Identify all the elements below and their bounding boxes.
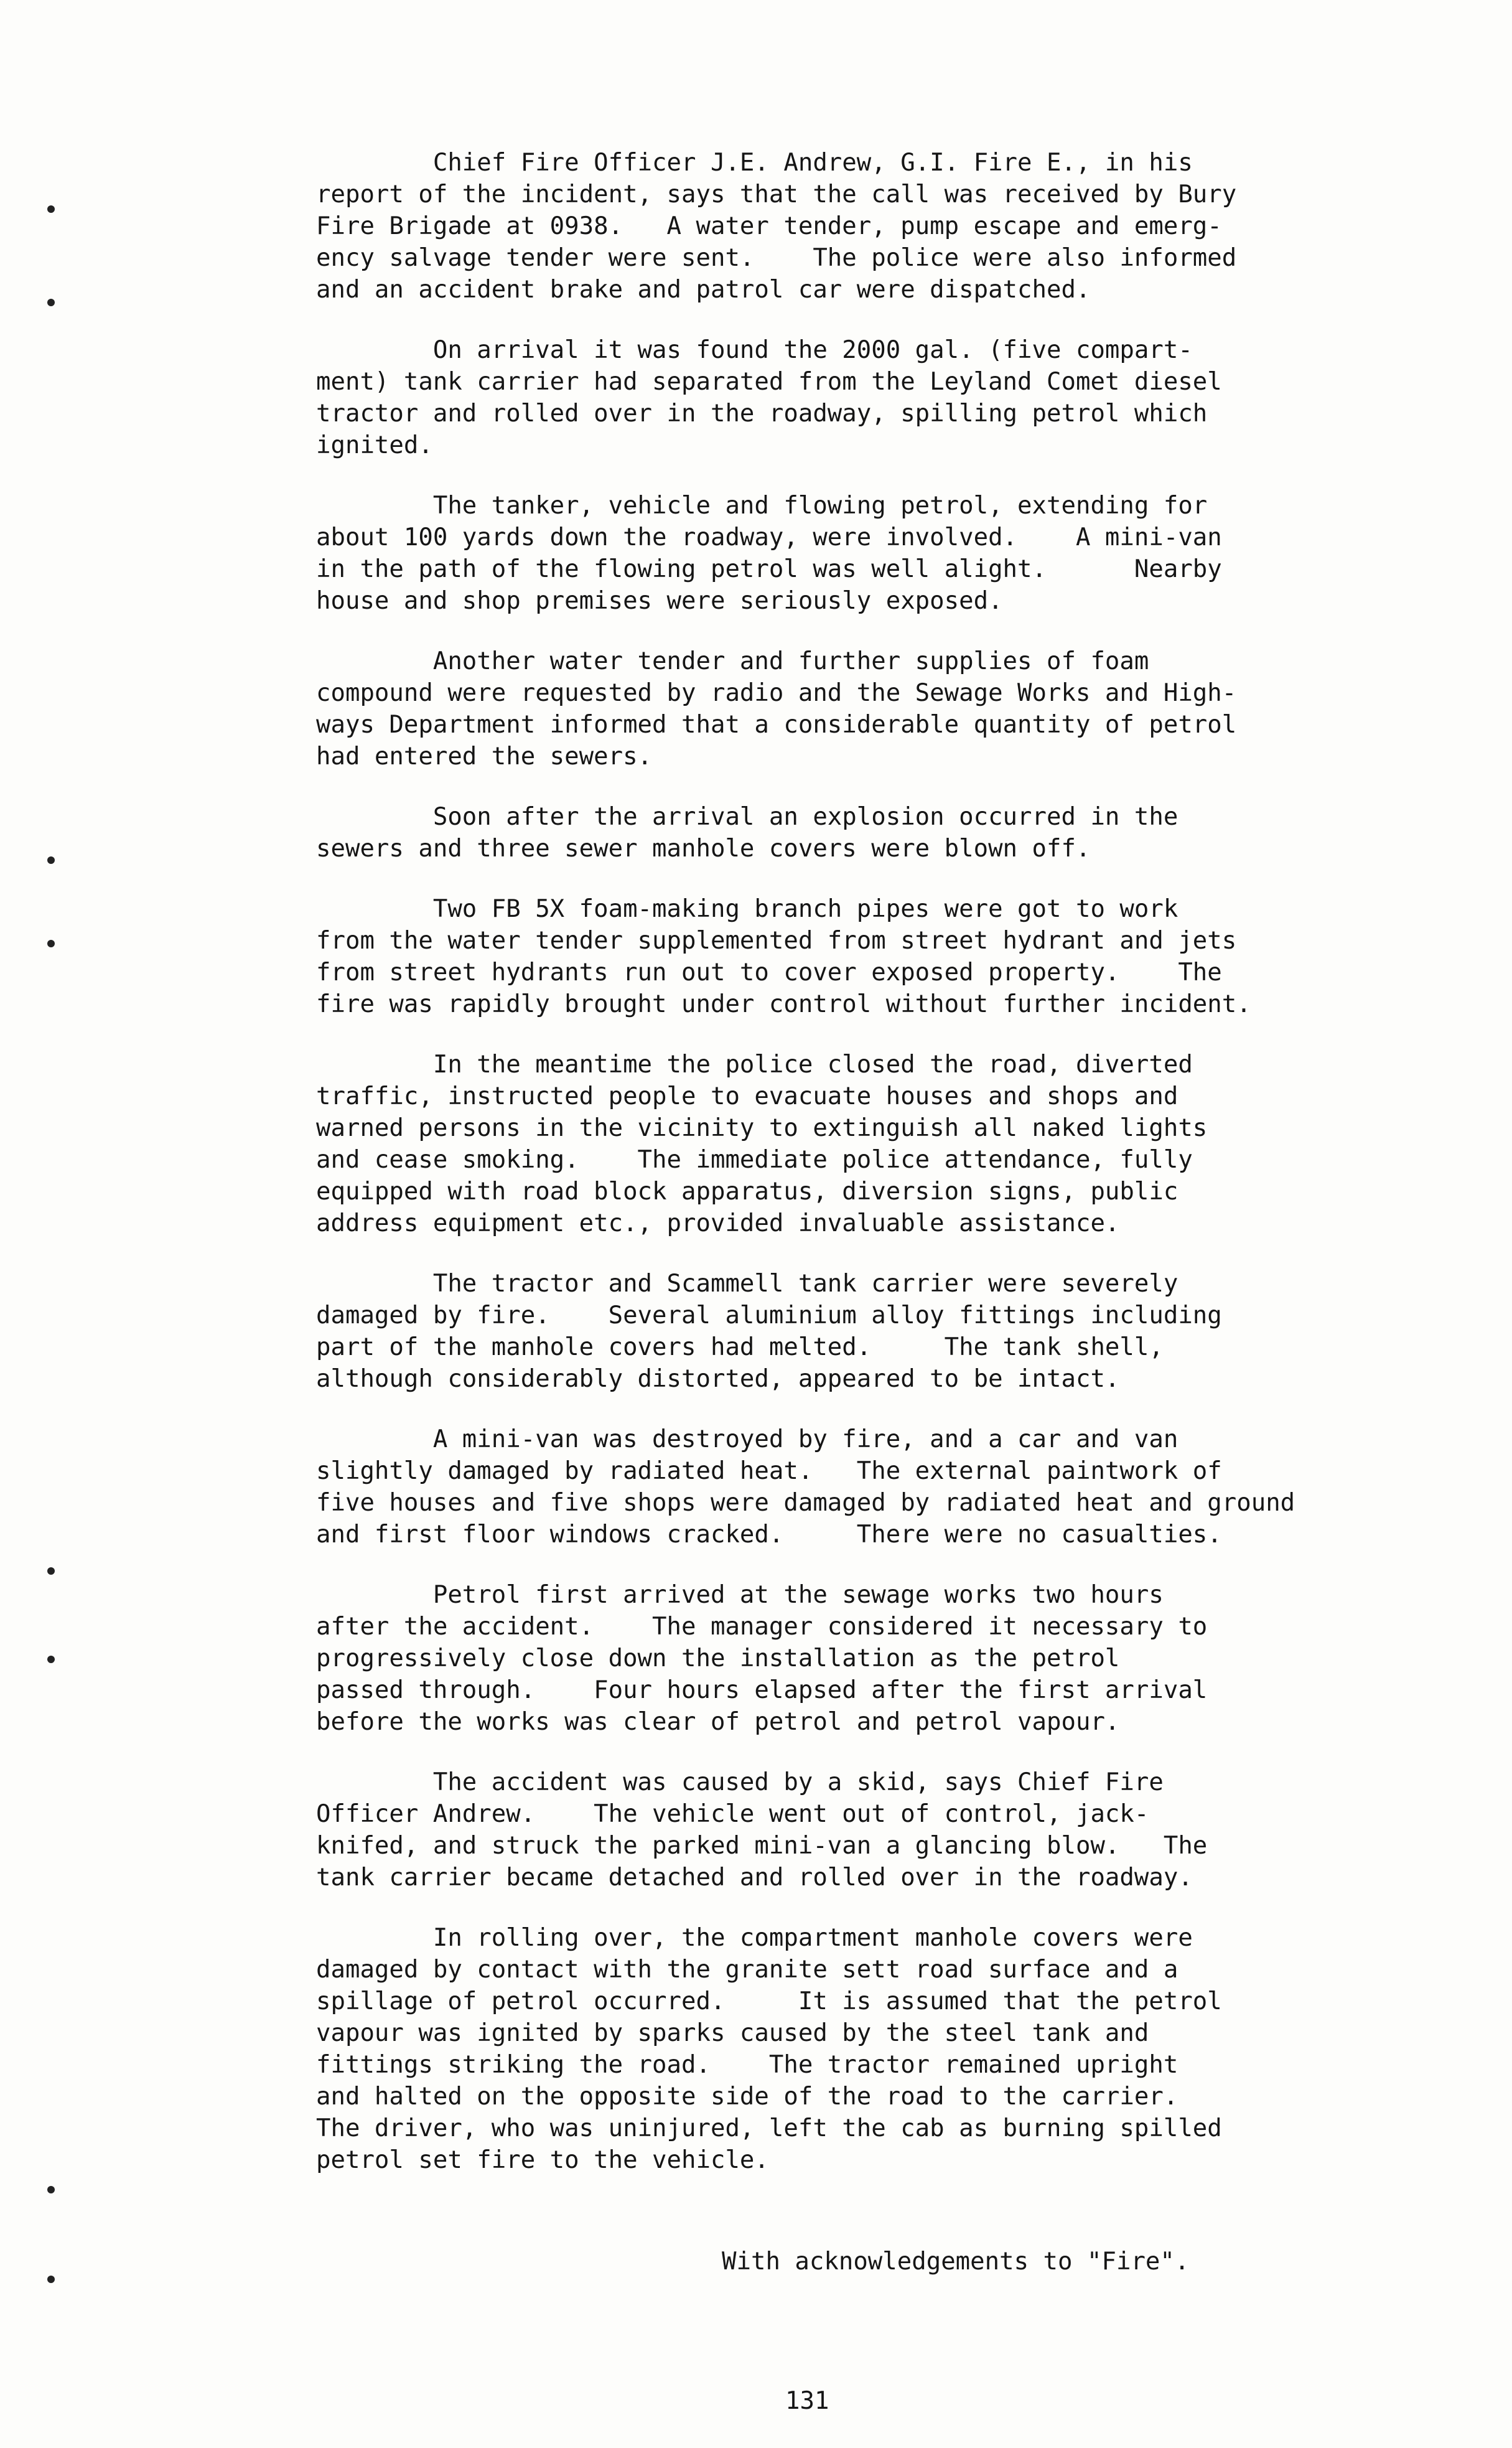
- binding-hole-mark: [47, 940, 55, 947]
- binding-hole-mark: [47, 205, 55, 213]
- paragraph-vehicle-damage: The tractor and Scammell tank carrier were severely damaged by fire. Several aluminium alloy fittings including part of the manhole covers had melted. The tank shell, although considerably distorted, appeared to be intact.: [316, 1270, 1222, 1393]
- paragraph-tanker-involved: The tanker, vehicle and flowing petrol, extending for about 100 yards down the roadway, were involved. A mini-van in the path of the flowing petrol was well alight. Nearby house and shop premises were seriously exposed.: [316, 492, 1222, 615]
- binding-hole-mark: [47, 1567, 55, 1575]
- binding-hole-mark: [47, 856, 55, 864]
- report-body: [316, 147, 1374, 2205]
- paragraph-sewage-works: Petrol first arrived at the sewage works two hours after the accident. The manager considered it necessary to progressively close down the installation as the petrol passed through. Four hours elapsed after the first arrival before the works was clear of petrol and petrol vapour.: [316, 1581, 1208, 1736]
- binding-hole-mark: [47, 2276, 55, 2283]
- binding-hole-mark: [47, 299, 55, 306]
- paragraph-property-damage: A mini-van was destroyed by fire, and a car and van slightly damaged by radiated heat. The external paintwork of five houses and five shops were damaged by radiated heat and ground and first floor windows cracked. There were no casualties.: [316, 1425, 1295, 1549]
- paragraph-further-supplies: Another water tender and further supplies of foam compound were requested by radio and the Sewage Works and High- ways Department informed that a considerable quantity of petrol had entered the sewers.: [316, 647, 1237, 771]
- paragraph-cause: The accident was caused by a skid, says Chief Fire Officer Andrew. The vehicle went out of control, jack- knifed, and struck the parked mini-van a glancing blow. The tank carrier became detached and rolled over in the roadway.: [316, 1768, 1208, 1892]
- paragraph-call-received: Chief Fire Officer J.E. Andrew, G.I. Fire E., in his report of the incident, says that the call was received by Bury Fire Brigade at 0938. A water tender, pump escape and emerg- ency salvage tender were sent. The police were also informed and an accident brake and patrol car were dispatched.: [316, 149, 1237, 304]
- binding-hole-mark: [47, 1656, 55, 1663]
- paragraph-ignition: In rolling over, the compartment manhole covers were damaged by contact with the granite sett road surface and a spillage of petrol occurred. It is assumed that the petrol vapour was ignited by sparks caused by the steel tank and fittings striking the road. The tractor remained upright and halted on the opposite side of the road to the carrier. The driver, who was uninjured, left the cab as burning spilled petrol set fire to the vehicle.: [316, 1924, 1222, 2174]
- page-number: 131: [785, 2387, 829, 2415]
- paragraph-on-arrival: On arrival it was found the 2000 gal. (five compart- ment) tank carrier had separated from the Leyland Comet diesel tractor and rolled over in the roadway, spilling petrol which ignited.: [316, 336, 1222, 459]
- acknowledgement-line: With acknowledgements to "Fire".: [722, 2248, 1190, 2276]
- binding-hole-mark: [47, 2186, 55, 2193]
- paragraph-foam-branches: Two FB 5X foam-making branch pipes were got to work from the water tender supplemented from street hydrant and jets from street hydrants run out to cover exposed property. The fire was rapidly brought under control without further incident.: [316, 895, 1251, 1018]
- paragraph-explosion: Soon after the arrival an explosion occurred in the sewers and three sewer manhole covers were blown off.: [316, 803, 1178, 863]
- paragraph-police-action: In the meantime the police closed the road, diverted traffic, instructed people to evacuate houses and shops and warned persons in the vicinity to extinguish all naked lights and cease smoking. The immediate police attendance, fully equipped with road block apparatus, diversion signs, public address equipment etc., provided invaluable assistance.: [316, 1051, 1208, 1237]
